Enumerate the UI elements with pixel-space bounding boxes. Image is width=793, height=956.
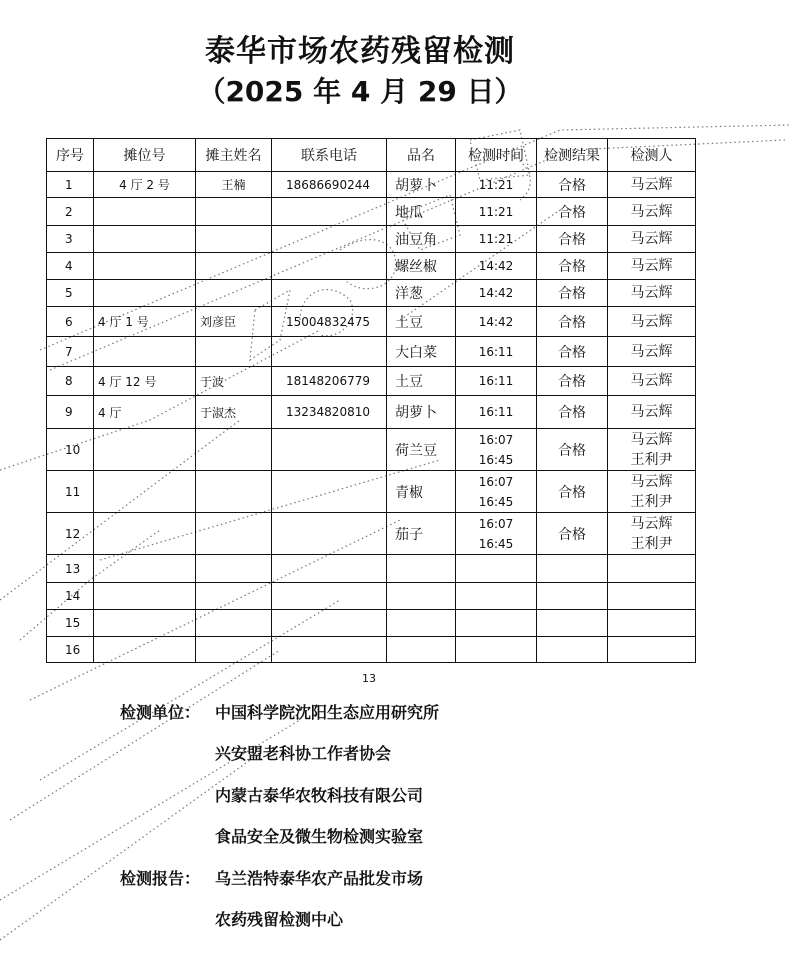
owner-cell: 刘彦臣 <box>196 307 272 337</box>
row-no: 16 <box>47 637 94 663</box>
time-cell <box>456 513 537 555</box>
result-cell <box>537 555 608 583</box>
owner-cell <box>196 226 272 253</box>
inspector-cell-line: 马云辉 <box>630 343 673 360</box>
inspector-cell <box>608 555 696 583</box>
item-cell: 茄子 <box>387 513 456 555</box>
time-cell-line: 16:07 <box>478 474 514 489</box>
inspector-cell <box>608 367 696 396</box>
owner-cell <box>196 583 272 610</box>
result-cell: 合格 <box>537 471 608 513</box>
col-header-phone: 联系电话 <box>272 139 387 172</box>
phone-cell <box>272 555 387 583</box>
inspector-cell-line: 马云辉 <box>630 231 673 247</box>
inspector-cell <box>608 396 696 429</box>
phone-cell <box>272 637 387 663</box>
item-cell: 胡萝卜 <box>387 172 456 198</box>
report-line-1: 乌兰浩特泰华农产品批发市场 <box>215 869 424 888</box>
stall-cell <box>94 226 196 253</box>
time-cell <box>456 307 537 337</box>
stall-cell: 4 厅 <box>94 396 196 429</box>
item-cell <box>387 637 456 663</box>
table-row <box>47 172 696 198</box>
owner-cell <box>196 198 272 226</box>
stall-cell <box>94 471 196 513</box>
item-cell <box>387 583 456 610</box>
inspector-cell-line: 马云辉 <box>630 203 673 220</box>
phone-cell <box>272 513 387 555</box>
phone-cell <box>272 226 387 253</box>
inspector-cell <box>608 226 696 253</box>
time-cell <box>456 280 537 307</box>
stall-cell <box>94 198 196 226</box>
inspector-cell <box>608 198 696 226</box>
page-number: 13 <box>362 672 376 685</box>
inspector-cell-line: 马云辉 <box>630 258 673 274</box>
table-row <box>47 513 696 555</box>
inspector-cell <box>608 307 696 337</box>
phone-cell <box>272 471 387 513</box>
table-row <box>47 555 696 583</box>
report-label: 检测报告： <box>120 869 201 888</box>
table-row <box>47 253 696 280</box>
table-row <box>47 610 696 637</box>
inspector-cell-line: 马云辉 <box>630 313 673 330</box>
row-no: 6 <box>47 307 94 337</box>
owner-cell <box>196 610 272 637</box>
owner-cell <box>196 280 272 307</box>
time-cell-line: 16:45 <box>478 494 514 509</box>
time-cell <box>456 396 537 429</box>
time-cell <box>456 429 537 471</box>
unit-line-2: 兴安盟老科协工作者协会 <box>215 744 392 763</box>
phone-cell <box>272 429 387 471</box>
time-cell <box>456 337 537 367</box>
inspector-cell <box>608 471 696 513</box>
result-cell: 合格 <box>537 172 608 198</box>
col-header-stall: 摊位号 <box>94 139 196 172</box>
item-cell: 油豆角 <box>387 226 456 253</box>
stall-cell: 4 厅 2 号 <box>94 172 196 198</box>
inspector-cell <box>608 610 696 637</box>
phone-cell <box>272 253 387 280</box>
result-cell: 合格 <box>537 429 608 471</box>
result-cell: 合格 <box>537 513 608 555</box>
item-cell: 土豆 <box>387 307 456 337</box>
time-cell-line: 14:42 <box>478 314 514 329</box>
stall-cell <box>94 337 196 367</box>
row-no: 12 <box>47 513 94 555</box>
item-cell: 胡萝卜 <box>387 396 456 429</box>
result-cell: 合格 <box>537 307 608 337</box>
phone-cell: 18148206779 <box>272 367 387 396</box>
stall-cell <box>94 555 196 583</box>
row-no: 1 <box>47 172 94 198</box>
inspector-cell <box>608 337 696 367</box>
time-cell <box>456 555 537 583</box>
phone-cell: 15004832475 <box>272 307 387 337</box>
item-cell: 洋葱 <box>387 280 456 307</box>
owner-cell <box>196 253 272 280</box>
inspector-cell <box>608 637 696 663</box>
table-header-row <box>47 139 696 172</box>
unit-label: 检测单位： <box>120 703 201 722</box>
inspector-cell <box>608 253 696 280</box>
row-no: 11 <box>47 471 94 513</box>
time-cell <box>456 471 537 513</box>
document-date: （2025 年 4 月 29 日） <box>197 75 523 108</box>
unit-line-3: 内蒙古泰华农牧科技有限公司 <box>215 786 424 805</box>
result-cell: 合格 <box>537 396 608 429</box>
owner-cell <box>196 429 272 471</box>
time-cell <box>456 583 537 610</box>
time-cell-line: 16:11 <box>478 374 514 388</box>
inspector-cell <box>608 429 696 471</box>
item-cell: 青椒 <box>387 471 456 513</box>
time-cell-line: 14:42 <box>478 286 514 300</box>
inspector-cell-line: 马云辉 <box>630 285 673 301</box>
inspector-cell-line: 马云辉 <box>630 176 673 193</box>
col-header-time: 检测时间 <box>456 139 537 172</box>
time-cell <box>456 226 537 253</box>
row-no: 7 <box>47 337 94 367</box>
row-no: 8 <box>47 367 94 396</box>
time-cell-line: 16:07 <box>478 516 514 531</box>
inspector-cell <box>608 172 696 198</box>
owner-cell: 于波 <box>196 367 272 396</box>
time-cell-line: 16:11 <box>478 344 514 359</box>
stall-cell <box>94 253 196 280</box>
stall-cell: 4 厅 12 号 <box>94 367 196 396</box>
inspector-cell-line: 王利尹 <box>630 451 673 468</box>
owner-cell <box>196 513 272 555</box>
result-cell <box>537 583 608 610</box>
table-row <box>47 583 696 610</box>
row-no: 2 <box>47 198 94 226</box>
inspector-cell <box>608 280 696 307</box>
table-row <box>47 429 696 471</box>
time-cell-line: 16:45 <box>478 536 514 551</box>
item-cell: 大白菜 <box>387 337 456 367</box>
row-no: 10 <box>47 429 94 471</box>
time-cell-line: 11:21 <box>478 232 514 246</box>
col-header-inspector: 检测人 <box>608 139 696 172</box>
inspector-cell-line: 马云辉 <box>630 515 673 532</box>
col-header-no: 序号 <box>47 139 94 172</box>
phone-cell: 13234820810 <box>272 396 387 429</box>
time-cell <box>456 637 537 663</box>
phone-cell <box>272 337 387 367</box>
stall-cell <box>94 637 196 663</box>
inspector-cell <box>608 513 696 555</box>
row-no: 13 <box>47 555 94 583</box>
result-cell: 合格 <box>537 226 608 253</box>
row-no: 14 <box>47 583 94 610</box>
phone-cell: 18686690244 <box>272 172 387 198</box>
inspector-cell <box>608 583 696 610</box>
time-cell <box>456 198 537 226</box>
table-row <box>47 337 696 367</box>
table-row <box>47 226 696 253</box>
table-row <box>47 471 696 513</box>
row-no: 15 <box>47 610 94 637</box>
results-table <box>46 138 696 663</box>
result-cell: 合格 <box>537 198 608 226</box>
document-title: 泰华市场农药残留检测 <box>205 34 515 69</box>
report-line-2: 农药残留检测中心 <box>215 910 344 929</box>
row-no: 3 <box>47 226 94 253</box>
col-header-result: 检测结果 <box>537 139 608 172</box>
owner-cell <box>196 337 272 367</box>
table-row <box>47 198 696 226</box>
inspector-cell-line: 马云辉 <box>630 473 673 490</box>
owner-cell: 王楠 <box>196 172 272 198</box>
phone-cell <box>272 280 387 307</box>
item-cell: 螺丝椒 <box>387 253 456 280</box>
result-cell <box>537 610 608 637</box>
table-row <box>47 280 696 307</box>
stall-cell <box>94 610 196 637</box>
result-cell: 合格 <box>537 253 608 280</box>
item-cell <box>387 555 456 583</box>
time-cell-line: 16:45 <box>478 452 514 467</box>
owner-cell: 于淑杰 <box>196 396 272 429</box>
col-header-owner: 摊主姓名 <box>196 139 272 172</box>
time-cell <box>456 253 537 280</box>
unit-line-1: 中国科学院沈阳生态应用研究所 <box>215 703 440 722</box>
item-cell: 地瓜 <box>387 198 456 226</box>
table-row <box>47 367 696 396</box>
inspector-cell-line: 王利尹 <box>630 535 673 552</box>
stall-cell <box>94 583 196 610</box>
row-no: 9 <box>47 396 94 429</box>
stall-cell <box>94 280 196 307</box>
table-row <box>47 637 696 663</box>
inspector-cell-line: 王利尹 <box>630 493 673 510</box>
time-cell <box>456 172 537 198</box>
phone-cell <box>272 198 387 226</box>
time-cell-line: 11:21 <box>478 177 514 192</box>
row-no: 4 <box>47 253 94 280</box>
item-cell: 荷兰豆 <box>387 429 456 471</box>
time-cell <box>456 367 537 396</box>
stall-cell <box>94 429 196 471</box>
unit-line-4: 食品安全及微生物检测实验室 <box>215 827 424 846</box>
item-cell <box>387 610 456 637</box>
result-cell: 合格 <box>537 280 608 307</box>
inspector-cell-line: 马云辉 <box>630 404 673 420</box>
inspector-cell-line: 马云辉 <box>630 431 673 448</box>
table-row <box>47 396 696 429</box>
stall-cell: 4 厅 1 号 <box>94 307 196 337</box>
result-cell: 合格 <box>537 337 608 367</box>
owner-cell <box>196 471 272 513</box>
result-cell <box>537 637 608 663</box>
table-row <box>47 307 696 337</box>
time-cell <box>456 610 537 637</box>
owner-cell <box>196 637 272 663</box>
row-no: 5 <box>47 280 94 307</box>
col-header-item: 品名 <box>387 139 456 172</box>
stall-cell <box>94 513 196 555</box>
time-cell-line: 14:42 <box>478 259 514 273</box>
inspector-cell-line: 马云辉 <box>630 373 673 389</box>
time-cell-line: 11:21 <box>478 204 514 219</box>
result-cell: 合格 <box>537 367 608 396</box>
item-cell: 土豆 <box>387 367 456 396</box>
owner-cell <box>196 555 272 583</box>
time-cell-line: 16:07 <box>478 432 514 447</box>
phone-cell <box>272 583 387 610</box>
time-cell-line: 16:11 <box>478 405 514 419</box>
phone-cell <box>272 610 387 637</box>
